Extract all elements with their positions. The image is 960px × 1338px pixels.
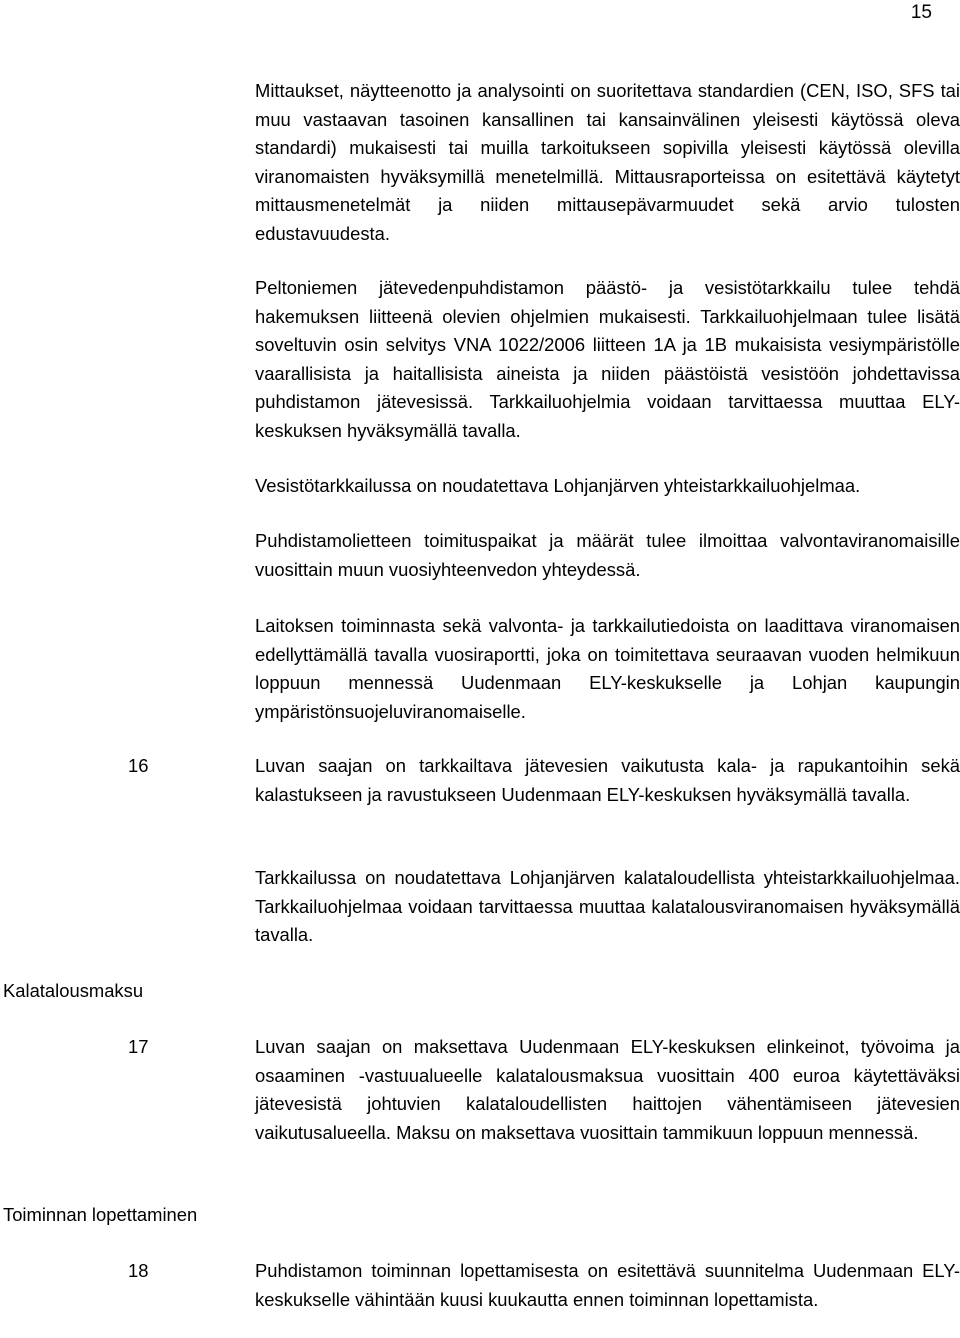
paragraph-water-monitoring: Vesistötarkkailussa on noudatettava Lohjanjärven yhteistarkkailuohjelmaa. <box>255 475 861 496</box>
paragraph-measurements: Mittaukset, näytteenotto ja analysointi on suoritettava standardien (CEN, ISO, SFS tai muu vastaavan tasoinen kansallinen tai kansainvälinen yleisesti käytössä oleva standardi) mukaisesti tai muilla tarkoitukseen sopivilla yleisesti käytössä olevilla viranomaisten hyväksymillä menetelmillä. Mittausraporteissa on esitettävä käytetyt mittausmenetelmät ja niiden mittausepävarmuudet sekä arvio tulosten edustavuudesta. <box>255 80 960 244</box>
item-number-16: 16 <box>128 755 149 776</box>
page-number: 15 <box>910 2 932 23</box>
paragraph-termination: Puhdistamon toiminnan lopettamisesta on esitettävä suunnitelma Uudenmaan ELY-keskukselle vähintään kuusi kuukautta ennen toiminnan lopettamista. <box>255 1260 960 1310</box>
paragraph-fish-monitoring: Luvan saajan on tarkkailtava jätevesien vaikutusta kala- ja rapukantoihin sekä kalastukseen ja ravustukseen Uudenmaan ELY-keskuksen hyväksymällä tavalla. <box>255 755 960 805</box>
paragraph-fish-program: Tarkkailussa on noudatettava Lohjanjärven kalataloudellista yhteistarkkailuohjelmaa. Tarkkailuohjelmaa voidaan tarvittaessa muuttaa kalatalousviranomaisen hyväksymällä tavalla. <box>255 867 960 946</box>
item-number-18: 18 <box>128 1260 149 1281</box>
paragraph-fishery-fee: Luvan saajan on maksettava Uudenmaan ELY-keskuksen elinkeinot, työvoima ja osaaminen -vastuualueelle kalatalousmaksua vuosittain 400 euroa käytettäväksi jätevesistä johtuvien kalataloudellisten haittojen vähentämiseen jätevesien vaikutusalueella. Maksu on maksettava vuosittain tammikuun loppuun mennessä. <box>255 1036 960 1143</box>
side-heading-fishery-fee: Kalatalousmaksu <box>3 980 144 1001</box>
item-number-17: 17 <box>128 1036 149 1057</box>
paragraph-annual-report: Laitoksen toiminnasta sekä valvonta- ja tarkkailutiedoista on laadittava viranomaisen edellyttämällä tavalla vuosiraportti, joka on toimitettava seuraavan vuoden helmikuun loppuun mennessä Uudenmaan ELY-keskukselle ja Lohjan kaupungin ympäristönsuojeluviranomaiselle. <box>255 615 960 722</box>
paragraph-monitoring-program: Peltoniemen jätevedenpuhdistamon päästö- ja vesistötarkkailu tulee tehdä hakemuksen liitteenä olevien ohjelmien mukaisesti. Tarkkailuohjelmaan tulee lisätä soveltuvin osin selvitys VNA 1022/2006 liitteen 1A ja 1B mukaisista vesiympäristölle vaarallisista ja haitallisista aineista ja niiden päästöistä vesistöön johdettavissa puhdistamon jätevesissä. Tarkkailuohjelmia voidaan tarvittaessa muuttaa ELY-keskuksen hyväksymällä tavalla. <box>255 277 960 441</box>
side-heading-termination: Toiminnan lopettaminen <box>3 1204 198 1225</box>
paragraph-sludge: Puhdistamolietteen toimituspaikat ja määrät tulee ilmoittaa valvontaviranomaisille vuosittain muun vuosiyhteenvedon yhteydessä. <box>255 530 960 580</box>
